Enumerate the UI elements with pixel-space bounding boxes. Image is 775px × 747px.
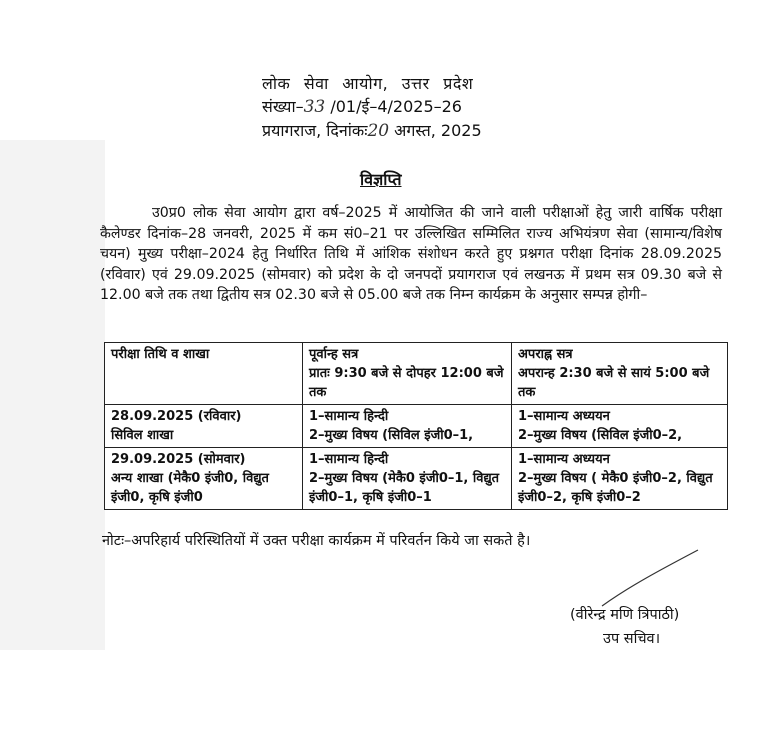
office-name: लोक सेवा आयोग, उत्तर प्रदेश	[262, 74, 474, 93]
row-evening-papers: 1–सामान्य अध्ययन 2–मुख्य विषय ( मेकै0 इंजी0–2, विद्युत इंजी0–2, कृषि इंजी0–2	[512, 448, 728, 510]
signature-stroke	[600, 548, 700, 608]
place-date: प्रयागराज, दिनांकः20 अगस्त, 2025	[262, 121, 482, 141]
notice-paragraph: उ0प्र0 लोक सेवा आयोग द्वारा वर्ष–2025 में आयोजित की जाने वाली परीक्षाओं हेतु जारी वार्षिक परीक्षा कैलेण्डर दिनांक–28 जनवरी, 2025 में कम सं0–21 पर उल्लिखित सम्मिलित राज्य अभियंत्रण सेवा (सामान्य/विशेष चयन) मुख्य परीक्षा–2024 हेतु निर्धारित तिथि में आंशिक संशोधन करते हुए प्रश्नगत परीक्षा दिनांक 28.09.2025 (रविवार) एवं 29.09.2025 (सोमवार) को प्रदेश के दो जनपदों प्रयागराज एवं लखनऊ में प्रथम सत्र 09.30 बजे से 12.00 बजे तक तथा द्वितीय सत्र 02.30 बजे से 05.00 बजे तक निम्न कार्यक्रम के अनुसार सम्पन्न होगी–	[100, 205, 722, 304]
handwritten-number: 33	[303, 97, 326, 117]
row-date-branch: 28.09.2025 (रविवार) सिविल शाखा	[105, 405, 303, 448]
signatory-designation: उप सचिव।	[603, 631, 661, 647]
exam-schedule-table	[104, 342, 728, 510]
row-morning-papers: 1–सामान्य हिन्दी 2–मुख्य विषय (मेकै0 इंजी0–1, विद्युत इंजी0–1, कृषि इंजी0–1	[303, 448, 512, 510]
handwritten-date: 20	[367, 121, 390, 141]
header-date-branch: परीक्षा तिथि व शाखा	[105, 343, 303, 405]
signatory-name: (वीरेन्द्र मणि त्रिपाठी)	[570, 607, 680, 623]
header-morning-session: पूर्वान्ह सत्र प्रातः 9:30 बजे से दोपहर 12:00 बजे तक	[303, 343, 512, 405]
row-morning-papers: 1–सामान्य हिन्दी 2–मुख्य विषय (सिविल इंजी0–1,	[303, 405, 512, 448]
table-header-row	[105, 343, 728, 405]
letter-header	[262, 72, 562, 143]
table-row	[105, 448, 728, 510]
scan-shadow	[0, 140, 105, 650]
table-row	[105, 405, 728, 448]
notice-title: विज्ञप्ति	[360, 170, 402, 189]
header-evening-session: अपराह्न सत्र अपरान्ह 2:30 बजे से सायं 5:00 बजे तक	[512, 343, 728, 405]
note-text: नोटः–अपरिहार्य परिस्थितियों में उक्त परीक्षा कार्यक्रम में परिवर्तन किये जा सकते है।	[102, 533, 531, 549]
row-evening-papers: 1–सामान्य अध्ययन 2–मुख्य विषय (सिविल इंजी0–2,	[512, 405, 728, 448]
reference-number: संख्या–33 /01/ई–4/2025–26	[262, 97, 462, 117]
row-date-branch: 29.09.2025 (सोमवार) अन्य शाखा (मेकै0 इंजी0, विद्युत इंजी0, कृषि इंजी0	[105, 448, 303, 510]
